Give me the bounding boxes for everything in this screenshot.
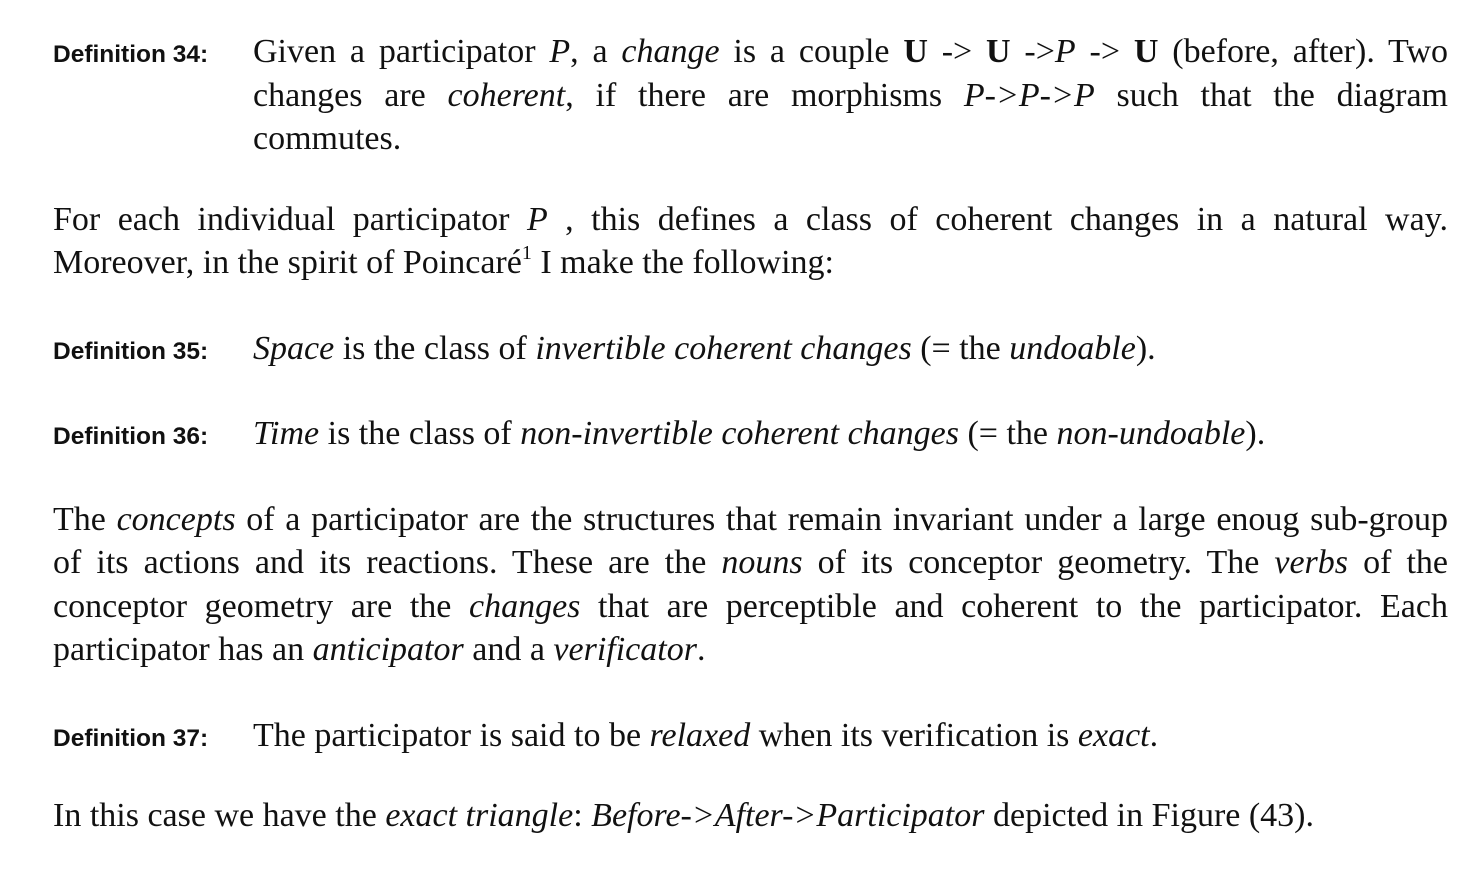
document-page: [53, 30, 1448, 838]
paragraph: In this case we have the exact triangle: Before->After->Participator depicted in Figure (43).: [53, 797, 1315, 834]
definition-label: Definition 34:: [53, 41, 209, 68]
term-change: change: [621, 33, 720, 70]
definition-label: Definition 37:: [53, 724, 209, 752]
definition-text: Space is the class of invertible coherent changes (= the undoable).: [253, 329, 1156, 367]
definition-37: [53, 714, 1448, 758]
paragraph: The concepts of a participator are the structures that remain invariant under a large enoug sub-group of its actions and its reactions. These are the nouns of its conceptor geometry. The verbs of the conceptor geometry are the changes that are perceptible and coherent to the participator. Each participator has an anticipator and a verificator.: [53, 500, 1449, 668]
definition-34: [53, 30, 1448, 161]
paragraph: For each individual participator P , this defines a class of coherent changes in a natural way. Moreover, in the spirit of Poincaré$^1$ I make the following:: [53, 200, 1448, 281]
definition-label: Definition 35:: [53, 337, 209, 365]
term-time: Time: [253, 415, 320, 452]
term-exact: exact: [1077, 716, 1150, 754]
definition-label: Definition 36:: [53, 423, 209, 450]
definition-text: The participator is said to be relaxed when its verification is exact.: [253, 716, 1159, 754]
footnote-marker: 1: [521, 241, 532, 264]
term-relaxed: relaxed: [649, 716, 751, 754]
definition-text: Given a participator P, a change is a couple U -> U ->P -> U (before, after). Two changes are coherent, if there are morphisms P->P->P such that the diagram commutes.: [253, 33, 1448, 157]
term-space: Space: [253, 329, 335, 367]
definition-text: Time is the class of non-invertible coherent changes (= the non-undoable).: [253, 415, 1266, 452]
definition-36: [53, 412, 1448, 456]
definition-35: [53, 327, 1448, 371]
term-coherent: coherent: [447, 76, 566, 114]
